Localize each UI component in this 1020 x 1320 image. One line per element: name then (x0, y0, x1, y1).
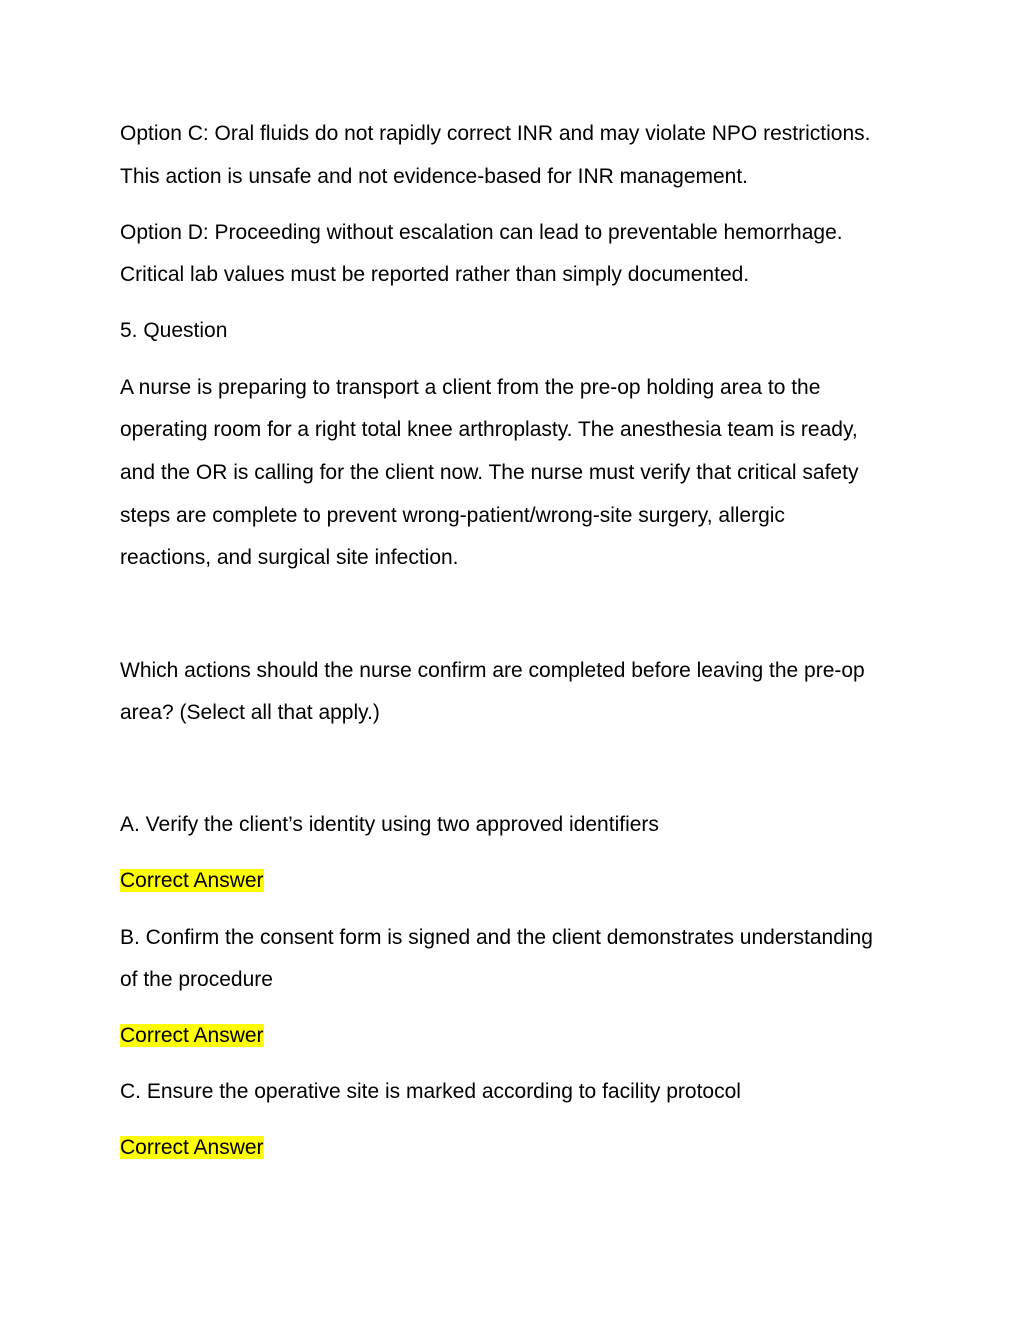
correct-answer-badge (120, 1023, 264, 1049)
rationale-option-c-line-2: This action is unsafe and not evidence-based for INR management. (120, 165, 749, 188)
answer-option-b-text-line-1: B. Confirm the consent form is signed and the client demonstrates understanding (120, 926, 873, 949)
question-stem-line-1: Which actions should the nurse confirm are completed before leaving the pre-op (120, 659, 865, 682)
correct-answer-badge (120, 868, 264, 894)
correct-answer-highlight: Correct Answer (120, 1136, 264, 1159)
scenario-line-2: operating room for a right total knee arthroplasty. The anesthesia team is ready, (120, 418, 858, 441)
question-stem-line-2: area? (Select all that apply.) (120, 701, 380, 724)
scenario-line-4: steps are complete to prevent wrong-patient/wrong-site surgery, allergic (120, 504, 785, 527)
rationale-option-d-line-1: Option D: Proceeding without escalation can lead to preventable hemorrhage. (120, 221, 843, 244)
scenario-line-1: A nurse is preparing to transport a client from the pre-op holding area to the (120, 376, 821, 399)
question-heading: 5. Question (120, 319, 228, 342)
correct-answer-highlight: Correct Answer (120, 1024, 264, 1047)
scenario-line-5: reactions, and surgical site infection. (120, 546, 459, 569)
answer-option-b-text-line-2: of the procedure (120, 968, 273, 991)
correct-answer-highlight: Correct Answer (120, 869, 264, 892)
answer-option-c-text: C. Ensure the operative site is marked according to facility protocol (120, 1080, 741, 1103)
scenario-line-3: and the OR is calling for the client now. The nurse must verify that critical safety (120, 461, 859, 484)
answer-option-a-text: A. Verify the client’s identity using two approved identifiers (120, 813, 659, 836)
rationale-option-c-line-1: Option C: Oral fluids do not rapidly correct INR and may violate NPO restrictions. (120, 122, 871, 145)
rationale-option-d-line-2: Critical lab values must be reported rather than simply documented. (120, 263, 750, 286)
correct-answer-badge (120, 1135, 264, 1161)
